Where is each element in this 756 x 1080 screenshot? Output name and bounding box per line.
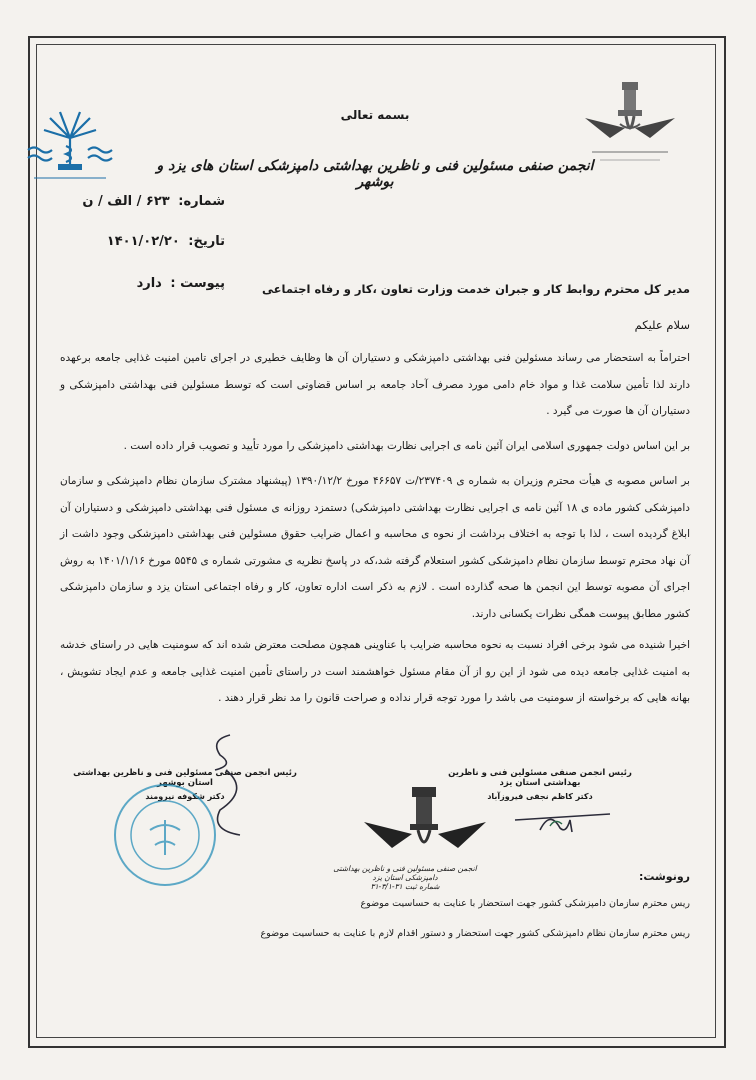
copies-title: رونوشت:: [638, 870, 690, 883]
date-label: تاریخ:: [188, 234, 225, 249]
signature-bushehr-title: رئیس انجمن صنفی مسئولین فنی و ناظرین بهداشتی استان بوشهر: [73, 768, 297, 788]
date-value: ۱۴۰۱/۰۲/۲۰: [106, 234, 180, 249]
copy-line-2: ریس محترم سازمان نظام دامپزشکی کشور جهت استحضار و دستور اقدام لازم با عنایت به حساسیت موضوع: [260, 928, 690, 939]
paragraph-2: بر این اساس دولت جمهوری اسلامی ایران آئین نامه ی اجرایی نظارت بهداشتی دامپزشکی را مورد تأیید و تصویب قرار داده است .: [123, 440, 690, 452]
yazd-stamp-icon: [360, 782, 490, 862]
stamp-caption: [325, 864, 485, 891]
paragraph-1: احتراماً به استحضار می رساند مسئولین فنی بهداشتی دامپزشکی و دستیاران آن ها وظایف خطیری در اجرای تامین امنیت غذایی جامعه برعهده دارند لذا تأمین سلامت غذا و مواد خام دامی مورد مصرف آحاد جامعه بر اساس قضاوتی است که توسط مسئولین فنی بهداشتی دامپزشکی و دستیاران آن ها صورت می گیرد .: [60, 352, 690, 417]
signature-yazd-name: دکتر کاظم نجفی فیروزآباد: [487, 792, 593, 801]
bushehr-seal-icon: [110, 780, 220, 890]
paragraph-3: بر اساس مصوبه ی هیأت محترم وزیران به شماره ی ۲۳۷۴۰۹/ت ۴۶۶۵۷ مورخ ۱۳۹۰/۱۲/۲ (پیشنهاد مشترک سازمان نظام دامپزشکی و سازمان دامپزشکی کشور ماده ی ۱۸ آئین نامه ی اجرایی نظارت بهداشتی دامپزشکی) دستمزد روزانه ی مسئول فنی بهداشتی دامپزشکی و دستیاران آن ابلاغ گردیده است ، لذا با توجه به اختلاف برداشت از نحوه ی محاسبه و اعمال ضرایب حقوق مسئولین فنی بهداشتی دامپزشکی وجود داشت از آن نهاد محترم توسط سازمان نظام دامپزشکی کشور استعلام گرفته شد،که در پاسخ نظریه ی مشورتی شماره ی ۵۵۴۵ مورخ ۱۴۰۱/۱/۱۶ به روش اجرای آن مصوبه توسط این انجمن ها صحه گذارده است . لازم به ذکر است اداره تعاون، کار و رفاه اجتماعی استان یزد و سازمان دامپزشکی کشور مطابق پیوست همگی نظرات یکسانی دارند.: [60, 475, 690, 620]
number-label: شماره:: [178, 194, 225, 209]
recipient-line: مدیر کل محترم روابط کار و جبران خدمت وزارت تعاون ،کار و رفاه اجتماعی: [262, 282, 690, 296]
stamp-text: انجمن صنفی مسئولین فنی و ناظرین بهداشتی دامپزشکی استان یزد: [333, 864, 477, 882]
organization-title: انجمن صنفی مسئولین فنی و ناظرین بهداشتی دامپزشکی استان های یزد و بوشهر: [156, 158, 594, 190]
bismillah-heading: بسمه تعالی: [340, 108, 410, 122]
yazd-logo-icon: [580, 80, 680, 170]
attachment-value: دارد: [136, 276, 162, 291]
stamp-registration: شماره ثبت ۳۱-۳/۱-۳۱: [370, 882, 440, 891]
letter-number: [55, 194, 225, 209]
signature-yazd-title: رئیس انجمن صنفی مسئولین فنی و ناظرین بهداشتی استان یزد: [448, 768, 632, 788]
letter-attachment: [55, 276, 225, 291]
paragraph-4: اخیرا شنیده می شود برخی افراد نسبت به نحوه محاسبه ضرایب با عناوینی همچون مصلحت معترض شده اند که سومنیت هایی در راستای خدشه به امنیت غذایی جامعه دیده می شود از این رو از آن مقام مسئول خواهشمند است در راستای تأمین امنیت غذایی جامعه و عدم ایجاد تشویش ، بهانه هایی که برخواسته از سومنیت می باشد را مورد توجه قرار نداده و صراحت قانون را مد نظر قرار دهند .: [60, 639, 690, 704]
number-value: ۶۲۳ / الف / ن: [82, 194, 170, 209]
attachment-label: پیوست :: [170, 276, 225, 291]
greeting-line: سلام علیکم: [634, 318, 690, 332]
letter-page: [60, 70, 690, 1020]
signature-scribble-yazd: [510, 800, 620, 840]
signature-bushehr-name: دکتر شکوفه نیرومند: [145, 792, 225, 801]
letter-date: [55, 234, 225, 249]
copy-line-1: ریس محترم سازمان دامپزشکی کشور جهت استحضار با عنایت به حساسیت موضوع: [360, 898, 690, 909]
